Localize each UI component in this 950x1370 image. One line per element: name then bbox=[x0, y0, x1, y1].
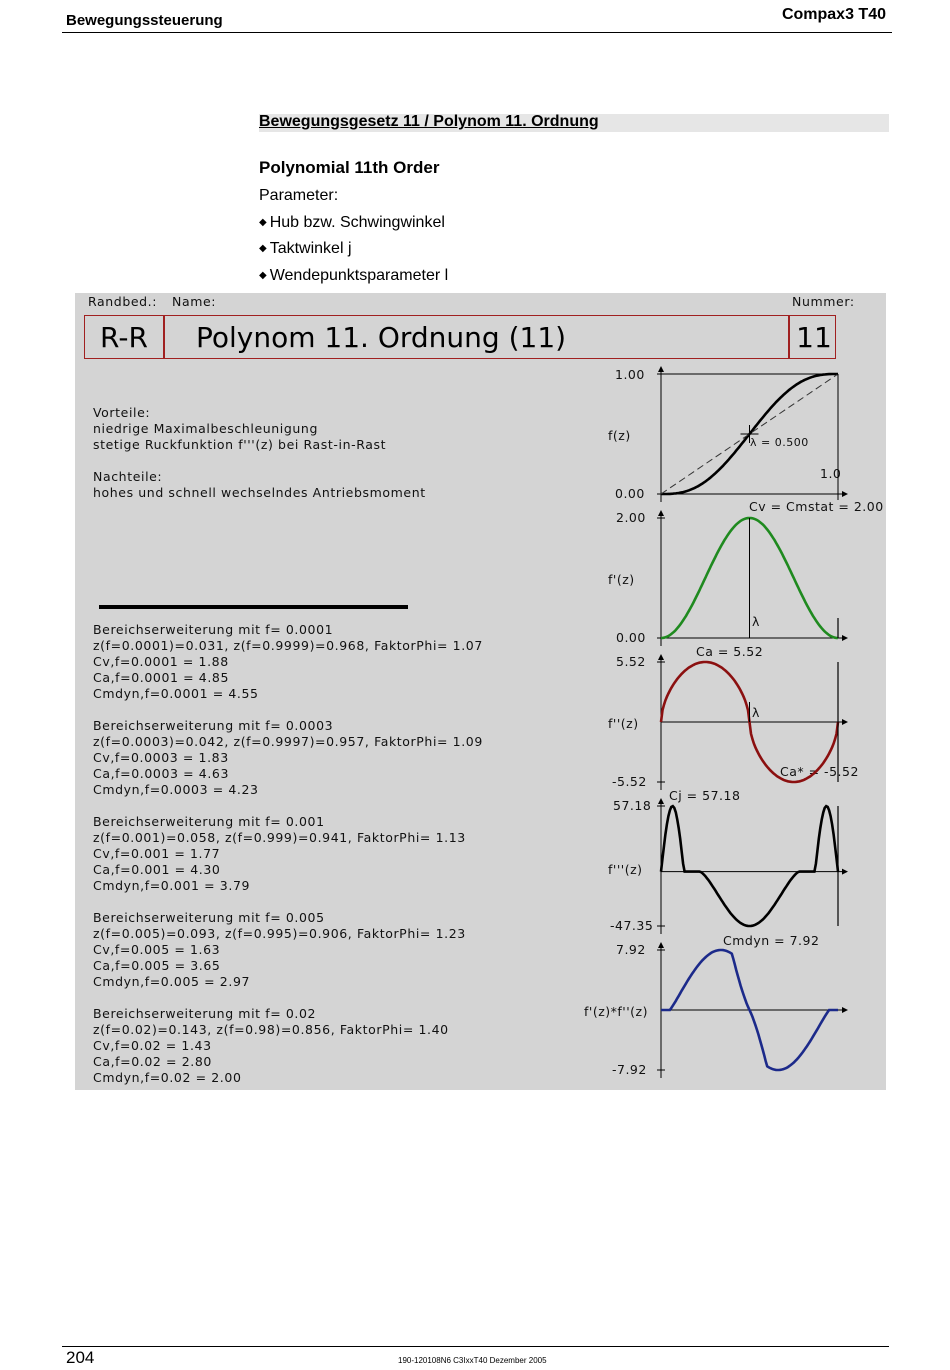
block-title: Bereichserweiterung mit f= 0.001 bbox=[93, 814, 325, 829]
tick-label: 57.18 bbox=[613, 798, 652, 813]
nachteile-label: Nachteile: bbox=[93, 469, 163, 484]
motion-law-number: 11 bbox=[796, 321, 832, 354]
tick-label: 5.52 bbox=[616, 654, 646, 669]
nummer-label: Nummer: bbox=[792, 294, 855, 309]
block-z: z(f=0.005)=0.093, z(f=0.995)=0.906, FaktorPhi= 1.23 bbox=[93, 926, 466, 941]
block-cmdyn: Cmdyn,f=0.0001 = 4.55 bbox=[93, 686, 259, 701]
tick-label: 7.92 bbox=[616, 942, 646, 957]
block-title: Bereichserweiterung mit f= 0.0003 bbox=[93, 718, 334, 733]
block-cv: Cv,f=0.001 = 1.77 bbox=[93, 846, 221, 861]
data-label: λ = 0.500 bbox=[750, 436, 809, 449]
block-z: z(f=0.001)=0.058, z(f=0.999)=0.941, FaktorPhi= 1.13 bbox=[93, 830, 466, 845]
y-axis-arrow bbox=[658, 510, 664, 516]
tick-label: 0.00 bbox=[616, 630, 646, 645]
block-z: z(f=0.0001)=0.031, z(f=0.9999)=0.968, FaktorPhi= 1.07 bbox=[93, 638, 483, 653]
tick-label: 0.00 bbox=[615, 486, 645, 501]
y-axis-arrow bbox=[658, 942, 664, 948]
block-ca: Ca,f=0.02 = 2.80 bbox=[93, 1054, 212, 1069]
block-title: Bereichserweiterung mit f= 0.0001 bbox=[93, 622, 334, 637]
axis-label: f''(z) bbox=[608, 716, 639, 731]
motion-law-name: Polynom 11. Ordnung (11) bbox=[196, 321, 567, 354]
block-cmdyn: Cmdyn,f=0.001 = 3.79 bbox=[93, 878, 251, 893]
data-label: Ca = 5.52 bbox=[696, 644, 764, 659]
page-number: 204 bbox=[66, 1348, 95, 1367]
block-title: Bereichserweiterung mit f= 0.02 bbox=[93, 1006, 317, 1021]
tick-label: 2.00 bbox=[616, 510, 646, 525]
bullet-text: Hub bzw. Schwingwinkel bbox=[269, 214, 445, 231]
document-reference: 190-120108N6 C3IxxT40 Dezember 2005 bbox=[398, 1356, 547, 1365]
y-axis-arrow bbox=[658, 366, 664, 372]
bullet-text: Taktwinkel j bbox=[269, 240, 352, 257]
data-label: Ca* = -5.52 bbox=[780, 764, 859, 779]
vorteile-item: niedrige Maximalbeschleunigung bbox=[93, 421, 318, 436]
block-ca: Ca,f=0.0001 = 4.85 bbox=[93, 670, 230, 685]
block-title: Bereichserweiterung mit f= 0.005 bbox=[93, 910, 325, 925]
block-cmdyn: Cmdyn,f=0.0003 = 4.23 bbox=[93, 782, 259, 797]
block-cv: Cv,f=0.02 = 1.43 bbox=[93, 1038, 212, 1053]
tick-label: -47.35 bbox=[610, 918, 654, 933]
y-axis-arrow bbox=[658, 798, 664, 804]
block-cv: Cv,f=0.0001 = 1.88 bbox=[93, 654, 229, 669]
data-label: Cmdyn = 7.92 bbox=[723, 933, 820, 948]
data-label: λ bbox=[752, 705, 760, 720]
section-subtitle: Polynomial 11th Order bbox=[259, 158, 440, 177]
randbed-label: Randbed.: bbox=[88, 294, 158, 309]
axis-label: f'(z) bbox=[608, 572, 635, 587]
parameter-label: Parameter: bbox=[259, 187, 339, 204]
tick-label: -7.92 bbox=[612, 1062, 647, 1077]
diamond-bullet-icon: ◆ bbox=[259, 243, 267, 254]
block-ca: Ca,f=0.0003 = 4.63 bbox=[93, 766, 230, 781]
block-cmdyn: Cmdyn,f=0.005 = 2.97 bbox=[93, 974, 251, 989]
name-label: Name: bbox=[172, 294, 217, 309]
footer-rule bbox=[62, 1346, 889, 1347]
x-axis-arrow bbox=[842, 1007, 848, 1013]
tick-label: -5.52 bbox=[612, 774, 647, 789]
axis-label: f'''(z) bbox=[608, 862, 643, 877]
diamond-bullet-icon: ◆ bbox=[259, 217, 267, 228]
boundary-code: R-R bbox=[100, 321, 148, 354]
nachteile-item: hohes und schnell wechselndes Antriebsmoment bbox=[93, 485, 426, 500]
header-product: Compax3 T40 bbox=[781, 6, 886, 23]
x-axis-arrow bbox=[842, 719, 848, 725]
tick-label: 1.00 bbox=[615, 367, 645, 382]
block-cv: Cv,f=0.005 = 1.63 bbox=[93, 942, 221, 957]
axis-label: f(z) bbox=[608, 428, 631, 443]
vorteile-label: Vorteile: bbox=[93, 405, 151, 420]
tick-label: 1.0 bbox=[820, 466, 842, 481]
data-label: λ bbox=[752, 614, 760, 629]
block-cmdyn: Cmdyn,f=0.02 = 2.00 bbox=[93, 1070, 242, 1085]
series-line bbox=[661, 806, 838, 926]
block-cv: Cv,f=0.0003 = 1.83 bbox=[93, 750, 229, 765]
vorteile-item: stetige Ruckfunktion f'''(z) bei Rast-in-Rast bbox=[93, 437, 387, 452]
y-axis-arrow bbox=[658, 654, 664, 660]
data-label: Cv = Cmstat = 2.00 bbox=[749, 499, 884, 514]
block-ca: Ca,f=0.005 = 3.65 bbox=[93, 958, 221, 973]
block-z: z(f=0.02)=0.143, z(f=0.98)=0.856, FaktorPhi= 1.40 bbox=[93, 1022, 449, 1037]
axis-label: f'(z)*f''(z) bbox=[584, 1004, 648, 1019]
x-axis-arrow bbox=[842, 869, 848, 875]
diamond-bullet-icon: ◆ bbox=[259, 270, 267, 281]
header-chapter: Bewegungssteuerung bbox=[66, 12, 223, 29]
x-axis-arrow bbox=[842, 635, 848, 641]
block-z: z(f=0.0003)=0.042, z(f=0.9997)=0.957, FaktorPhi= 1.09 bbox=[93, 734, 483, 749]
bullet-text: Wendepunktsparameter l bbox=[269, 267, 449, 284]
block-ca: Ca,f=0.001 = 4.30 bbox=[93, 862, 221, 877]
x-axis-arrow bbox=[842, 491, 848, 497]
section-title: Bewegungsgesetz 11 / Polynom 11. Ordnung bbox=[259, 113, 599, 130]
data-label: Cj = 57.18 bbox=[669, 788, 741, 803]
